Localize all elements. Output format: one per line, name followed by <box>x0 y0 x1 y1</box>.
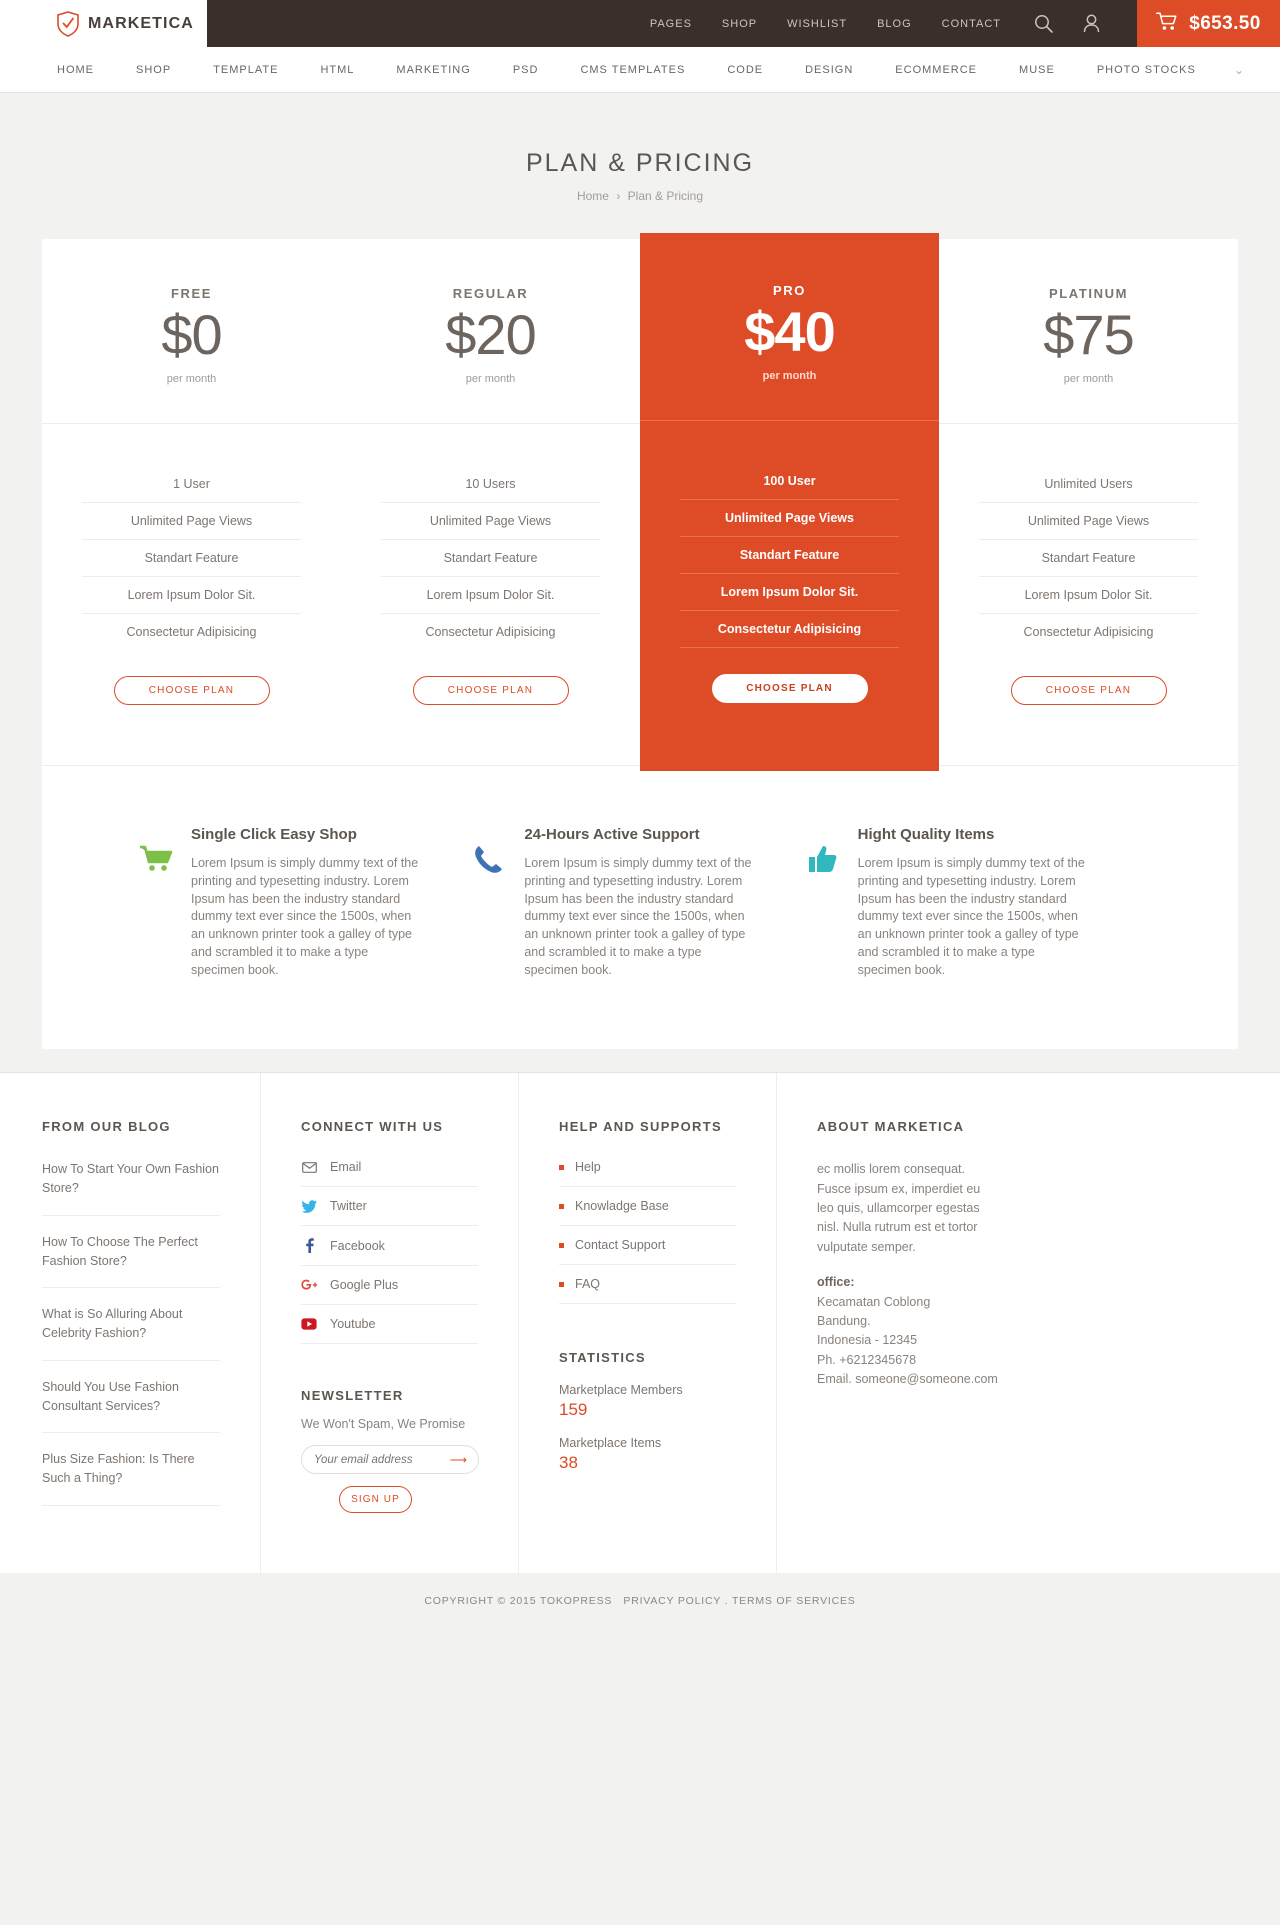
nav-photo-stocks[interactable]: PHOTO STOCKS <box>1096 63 1196 76</box>
logo[interactable] <box>0 0 207 47</box>
nav-code[interactable]: CODE <box>727 63 764 76</box>
nav-design[interactable]: DESIGN <box>805 63 854 76</box>
copyright-text: COPYRIGHT © 2015 TOKOPRESS <box>424 1594 613 1607</box>
chevron-down-icon[interactable]: ⌄ <box>1233 62 1244 77</box>
search-icon[interactable] <box>1031 12 1055 36</box>
feature-single-click-easy-shop <box>140 826 473 979</box>
plan-head <box>42 239 341 424</box>
main-navigation <box>0 47 1280 93</box>
newsletter-email-input[interactable] <box>314 1454 454 1466</box>
help-link-knowledge-base[interactable] <box>559 1199 736 1226</box>
square-bullet-icon <box>559 1243 564 1248</box>
social-link-facebook[interactable] <box>301 1238 478 1266</box>
list-item[interactable]: Should You Use Fashion Consultant Services? <box>42 1378 220 1434</box>
nav-template[interactable]: TEMPLATE <box>213 63 279 76</box>
plan-cta-wrap <box>939 650 1238 765</box>
stat-label-items: Marketplace Items <box>559 1436 662 1451</box>
list-item[interactable]: Plus Size Fashion: Is There Such a Thing? <box>42 1450 220 1506</box>
cart-button[interactable] <box>1137 0 1280 47</box>
list-item[interactable]: How To Choose The Perfect Fashion Store? <box>42 1233 220 1289</box>
topnav-pages[interactable]: PAGES <box>649 17 692 30</box>
separator-dot: . <box>724 1594 729 1607</box>
copyright-bar <box>0 1573 1280 1633</box>
office-line: Email. someone@someone.com <box>817 1372 998 1386</box>
list-item: Unlimited Page Views <box>979 503 1198 540</box>
choose-plan-button-regular[interactable]: CHOOSE PLAN <box>413 676 569 705</box>
envelope-icon <box>301 1162 317 1173</box>
youtube-icon <box>301 1318 317 1330</box>
logo-text: MARKETICA <box>88 14 194 32</box>
plan-price: $75 <box>1043 303 1134 366</box>
plan-price: $20 <box>445 303 536 366</box>
plan-name: FREE <box>170 286 213 301</box>
feature-24-hours-active-support <box>473 826 806 979</box>
feature-title: 24-Hours Active Support <box>524 826 700 843</box>
list-item: 10 Users <box>381 466 600 503</box>
social-label: Twitter <box>330 1199 367 1214</box>
choose-plan-button-pro[interactable]: CHOOSE PLAN <box>712 674 868 703</box>
plan-price: $0 <box>161 303 222 366</box>
newsletter-subtitle: We Won't Spam, We Promise <box>301 1417 466 1432</box>
feature-text: Lorem Ipsum is simply dummy text of the printing and typesetting industry. Lorem Ipsum has been the industry standard dummy text ever since the 1500s, when an unknown printer took a galley of type and scrambled it to make a type specimen book. <box>191 856 419 977</box>
plan-name: PRO <box>773 283 806 298</box>
plan-head <box>640 233 939 421</box>
list-item: Standart Feature <box>979 540 1198 577</box>
plan-period: per month <box>1063 373 1114 385</box>
cart-total: $653.50 <box>1189 12 1261 34</box>
social-link-twitter[interactable] <box>301 1199 478 1226</box>
shield-check-icon <box>57 11 79 37</box>
page-header <box>0 93 1280 239</box>
feature-text: Lorem Ipsum is simply dummy text of the printing and typesetting industry. Lorem Ipsum has been the industry standard dummy text ever since the 1500s, when an unknown printer took a galley of type and scrambled it to make a type specimen book. <box>857 856 1085 977</box>
plan-period: per month <box>762 370 817 382</box>
feature-body <box>858 826 1090 979</box>
footer-connect-title: CONNECT WITH US <box>301 1119 444 1135</box>
user-icon[interactable] <box>1079 12 1103 36</box>
help-label: Knowladge Base <box>575 1199 669 1214</box>
breadcrumb-separator: › <box>616 189 621 203</box>
list-item: Standart Feature <box>82 540 301 577</box>
help-link-faq[interactable] <box>559 1277 736 1304</box>
pricing-plan-pro <box>640 233 939 771</box>
office-line: Ph. +6212345678 <box>817 1352 917 1367</box>
social-label: Facebook <box>330 1238 385 1253</box>
help-label: FAQ <box>575 1277 601 1292</box>
office-line: Bandung. <box>817 1313 871 1328</box>
footer-blog-title: FROM OUR BLOG <box>42 1119 171 1135</box>
footer-about-title: ABOUT MARKETICA <box>817 1119 965 1135</box>
signup-button[interactable]: SIGN UP <box>339 1486 412 1513</box>
feature-text: Lorem Ipsum is simply dummy text of the printing and typesetting industry. Lorem Ipsum has been the industry standard dummy text ever since the 1500s, when an unknown printer took a galley of type and scrambled it to make a type specimen book. <box>524 856 752 977</box>
list-item: Lorem Ipsum Dolor Sit. <box>680 574 899 611</box>
list-item: Consectetur Adipisicing <box>425 625 556 639</box>
plan-period: per month <box>166 373 217 385</box>
breadcrumb <box>0 189 1280 203</box>
newsletter-input-wrap[interactable] <box>301 1445 479 1474</box>
page-title: PLAN & PRICING <box>525 149 755 177</box>
plan-features <box>640 421 939 648</box>
footer-help-column <box>518 1073 776 1573</box>
pricing-plan-free <box>42 239 341 765</box>
plan-features <box>42 424 341 650</box>
plan-cta-wrap <box>640 648 939 763</box>
nav-html[interactable]: HTML <box>320 63 355 76</box>
list-item: 100 User <box>680 463 899 500</box>
list-item: Consectetur Adipisicing <box>680 611 899 648</box>
top-bar <box>0 0 1280 47</box>
social-link-google-plus[interactable] <box>301 1278 478 1305</box>
pricing-plan-platinum <box>939 239 1238 765</box>
help-link-contact-support[interactable] <box>559 1238 736 1265</box>
footer <box>0 1072 1280 1573</box>
topnav-shop[interactable]: SHOP <box>721 17 758 30</box>
breadcrumb-current: Plan & Pricing <box>627 189 704 203</box>
stat-label-members: Marketplace Members <box>559 1383 683 1398</box>
list-item: 1 User <box>82 466 301 503</box>
about-text: ec mollis lorem consequat. Fusce ipsum ex, imperdiet eu leo quis, ullamcorper egestas nisl. Nulla rutrum est et tortor vulputate semper. <box>817 1162 981 1254</box>
feature-title: Hight Quality Items <box>857 826 995 843</box>
list-item: Standart Feature <box>381 540 600 577</box>
list-item: Unlimited Page Views <box>82 503 301 540</box>
list-item: Unlimited Page Views <box>680 500 899 537</box>
nav-cms-templates[interactable]: CMS TEMPLATES <box>580 63 686 76</box>
cart-icon <box>1156 12 1178 36</box>
social-label: Youtube <box>330 1317 376 1332</box>
plan-name: REGULAR <box>452 286 529 301</box>
footer-blog-column <box>0 1073 260 1573</box>
shopping-cart-icon <box>140 826 176 979</box>
plan-features <box>939 424 1238 650</box>
plan-head <box>341 239 640 424</box>
topnav-contact[interactable]: CONTACT <box>941 17 1001 30</box>
help-link-help[interactable] <box>559 1160 736 1187</box>
list-item: Unlimited Users <box>979 466 1198 503</box>
newsletter-title: NEWSLETTER <box>301 1388 404 1404</box>
arrow-icon[interactable]: ⟶ <box>449 1452 467 1467</box>
nav-psd[interactable]: PSD <box>512 63 539 76</box>
google-plus-icon <box>301 1279 317 1291</box>
office-line: Indonesia - 12345 <box>817 1333 918 1348</box>
plan-period: per month <box>465 373 516 385</box>
pricing-table <box>42 239 1238 765</box>
top-navigation <box>207 0 1137 47</box>
twitter-icon <box>301 1200 317 1213</box>
stat-value-members: 159 <box>559 1400 588 1420</box>
feature-body <box>191 826 423 979</box>
list-item: Unlimited Page Views <box>381 503 600 540</box>
help-label: Help <box>575 1160 601 1175</box>
choose-plan-button-free[interactable]: CHOOSE PLAN <box>114 676 270 705</box>
feature-title: Single Click Easy Shop <box>191 826 357 843</box>
stat-value-items: 38 <box>559 1453 578 1473</box>
thumbs-up-icon <box>807 826 843 979</box>
social-link-youtube[interactable] <box>301 1317 478 1344</box>
phone-icon <box>473 826 509 979</box>
about-office <box>817 1273 1017 1389</box>
social-link-email[interactable] <box>301 1160 478 1187</box>
choose-plan-button-platinum[interactable]: CHOOSE PLAN <box>1011 676 1167 705</box>
nav-ecommerce[interactable]: ECOMMERCE <box>895 63 978 76</box>
footer-connect-column <box>260 1073 518 1573</box>
list-item[interactable]: How To Start Your Own Fashion Store? <box>42 1160 220 1216</box>
topnav-wishlist[interactable]: WISHLIST <box>787 17 848 30</box>
square-bullet-icon <box>559 1165 564 1170</box>
pricing-plan-regular <box>341 239 640 765</box>
privacy-policy-link[interactable]: PRIVACY POLICY <box>623 1594 721 1607</box>
office-line: Kecamatan Coblong <box>817 1294 931 1309</box>
feature-strip <box>42 765 1238 1049</box>
content-card <box>42 239 1238 1049</box>
nav-muse[interactable]: MUSE <box>1019 63 1055 76</box>
plan-head <box>939 239 1238 424</box>
nav-marketing[interactable]: MARKETING <box>396 63 471 76</box>
list-item: Consectetur Adipisicing <box>126 625 257 639</box>
nav-shop[interactable]: SHOP <box>136 63 172 76</box>
nav-home[interactable]: HOME <box>57 63 94 76</box>
plan-cta-wrap <box>42 650 341 765</box>
feature-body <box>524 826 756 979</box>
breadcrumb-home[interactable]: Home <box>576 189 609 203</box>
list-item[interactable]: What is So Alluring About Celebrity Fashion? <box>42 1305 220 1361</box>
list-item: Lorem Ipsum Dolor Sit. <box>82 577 301 614</box>
topnav-blog[interactable]: BLOG <box>877 17 912 30</box>
top-icon-group <box>1031 12 1119 36</box>
square-bullet-icon <box>559 1204 564 1209</box>
help-label: Contact Support <box>575 1238 666 1253</box>
square-bullet-icon <box>559 1282 564 1287</box>
office-label: office: <box>817 1275 855 1290</box>
facebook-icon <box>301 1238 317 1253</box>
terms-of-services-link[interactable]: TERMS OF SERVICES <box>731 1594 856 1607</box>
plan-cta-wrap <box>341 650 640 765</box>
footer-help-title: HELP AND SUPPORTS <box>559 1119 722 1135</box>
social-label: Email <box>330 1160 362 1175</box>
social-label: Google Plus <box>330 1278 399 1293</box>
feature-hight-quality-items <box>807 826 1140 979</box>
list-item: Lorem Ipsum Dolor Sit. <box>381 577 600 614</box>
statistics-title: STATISTICS <box>559 1350 646 1366</box>
plan-name: PLATINUM <box>1049 286 1128 301</box>
list-item: Consectetur Adipisicing <box>1023 625 1154 639</box>
plan-features <box>341 424 640 650</box>
plan-price: $40 <box>744 300 835 363</box>
list-item: Lorem Ipsum Dolor Sit. <box>979 577 1198 614</box>
footer-about-column <box>776 1073 1280 1573</box>
list-item: Standart Feature <box>680 537 899 574</box>
